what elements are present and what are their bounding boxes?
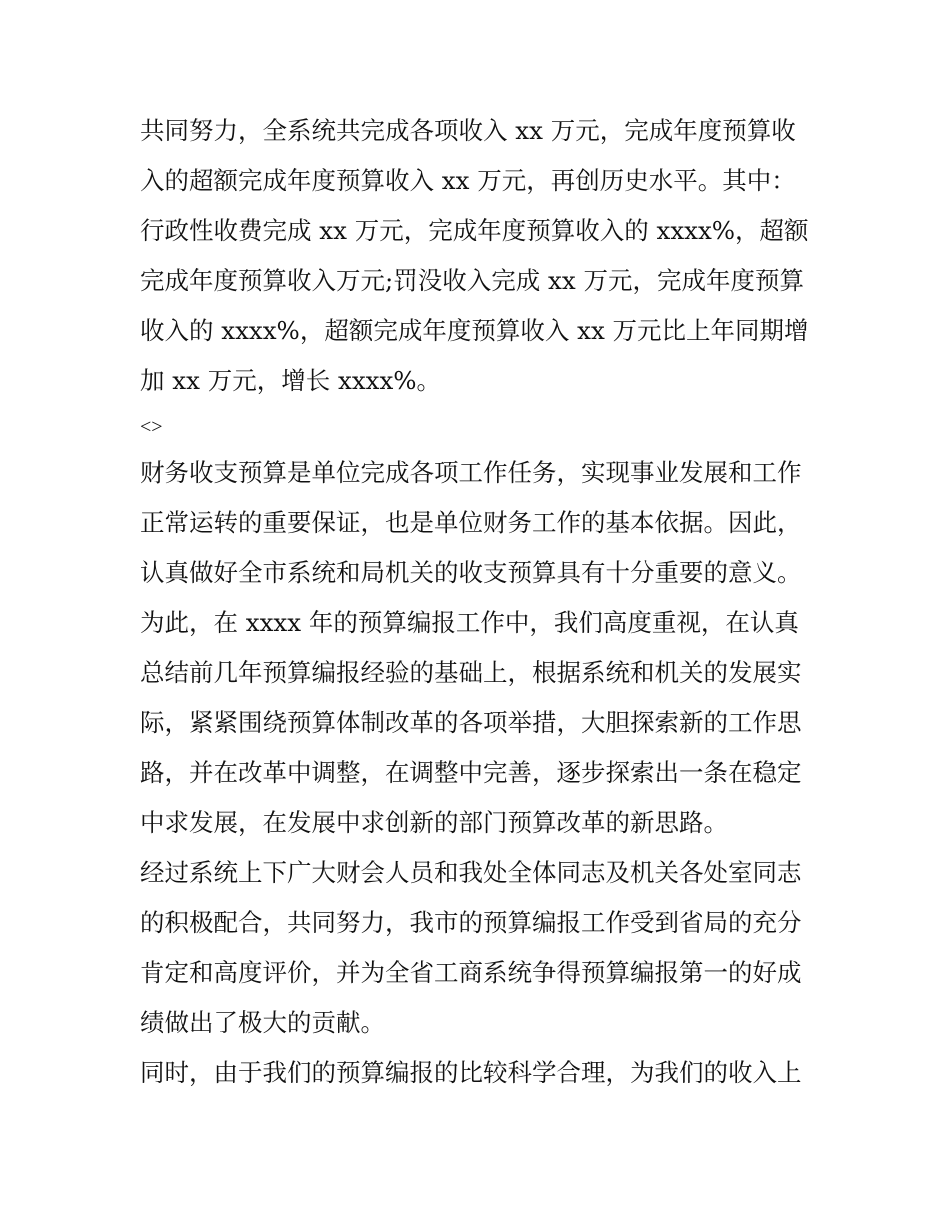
text-line: 经过系统上下广大财会人员和我处全体同志及机关各处室同志 [140, 858, 802, 887]
text-line: 总结前几年预算编报经验的基础上，根据系统和机关的发展实 [140, 658, 802, 687]
text-line: 肯定和高度评价，并为全省工商系统争得预算编报第一的好成 [140, 958, 802, 987]
text-line: 认真做好全市系统和局机关的收支预算具有十分重要的意义。 [140, 558, 802, 587]
text-line: 入的超额完成年度预算收入 xx 万元，再创历史水平。其中： [140, 166, 796, 195]
document-body [140, 106, 820, 1098]
text-line: 际，紧紧围绕预算体制改革的各项举措，大胆探索新的工作思 [140, 708, 802, 737]
text-line: 共同努力，全系统共完成各项收入 xx 万元，完成年度预算收 [140, 116, 796, 145]
text-line: 绩做出了极大的贡献。 [140, 1008, 385, 1037]
text-line: 的积极配合，共同努力，我市的预算编报工作受到省局的充分 [140, 908, 802, 937]
paragraph-meanwhile [140, 1048, 820, 1098]
text-line: 完成年度预算收入万元;罚没收入完成 xx 万元，完成年度预算 [140, 266, 804, 295]
paragraph-income-summary [140, 106, 820, 406]
text-line: 路，并在改革中调整，在调整中完善，逐步探索出一条在稳定 [140, 758, 802, 787]
text-line: 收入的 xxxx%，超额完成年度预算收入 xx 万元比上年同期增 [140, 316, 809, 345]
paragraph-cooperation [140, 848, 820, 1048]
text-line: 行政性收费完成 xx 万元，完成年度预算收入的 xxxx%，超额 [140, 216, 809, 245]
text-line: 同时，由于我们的预算编报的比较科学合理，为我们的收入上 [140, 1058, 802, 1087]
text-line: 财务收支预算是单位完成各项工作任务，实现事业发展和工作 [140, 458, 802, 487]
paragraph-budget-importance [140, 448, 820, 848]
text-line: 中求发展，在发展中求创新的部门预算改革的新思路。 [140, 808, 728, 837]
text-line: 为此，在 xxxx 年的预算编报工作中，我们高度重视，在认真 [140, 608, 799, 637]
text-line: 正常运转的重要保证，也是单位财务工作的基本依据。因此， [140, 508, 802, 537]
text-line: 加 xx 万元，增长 xxxx%。 [140, 366, 442, 395]
section-marker: <> [140, 416, 163, 438]
